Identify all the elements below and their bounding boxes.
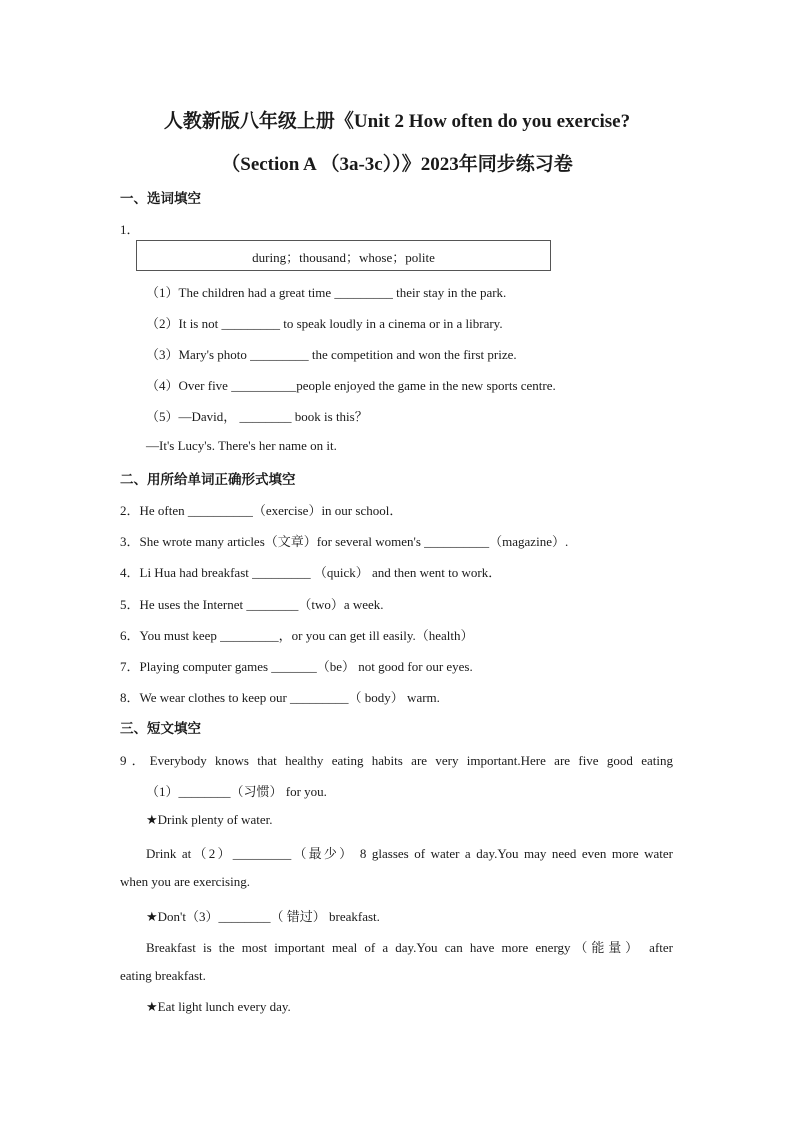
section-heading-1: 一、选词填空	[120, 191, 201, 206]
q1-item-4: （4）Over five __________people enjoyed the game in the new sports centre.	[146, 378, 556, 393]
q1-item-5: （5）—David， ________ book is this？	[146, 409, 368, 424]
question-6: 6．You must keep _________，or you can get ill easily.（health）	[120, 628, 474, 643]
q9-intro-line-1: 9．Everybody knows that healthy eating habits are very important.Here are five good eating	[120, 753, 673, 768]
page-title-line-2: （Section A （3a-3c））》2023年同步练习卷	[221, 154, 573, 175]
q9-paragraph-2-line-1: Breakfast is the most important meal of a day.You can have more energy（能量） after	[146, 940, 673, 955]
q1-item-5-answer: —It's Lucy's. There's her name on it.	[146, 438, 337, 453]
question-number-1: 1．	[120, 222, 140, 237]
q9-paragraph-1-line-1: Drink at（2）_________（最少） 8 glasses of water a day.You may need even more water	[146, 846, 673, 861]
question-4: 4．Li Hua had breakfast _________ （quick） and then went to work．	[120, 565, 502, 580]
question-5: 5．He uses the Internet ________（two）a week.	[120, 597, 384, 612]
q1-item-1: （1）The children had a great time _________ their stay in the park.	[146, 285, 507, 300]
q9-tip-3: ★Eat light lunch every day.	[146, 999, 291, 1014]
word-bank-box	[136, 240, 551, 271]
question-3: 3．She wrote many articles（文章）for several women's __________（magazine）.	[120, 534, 569, 549]
q9-intro-line-2: （1）________（习惯） for you.	[146, 784, 327, 799]
page-title-line-1: 人教新版八年级上册《Unit 2 How often do you exercise?	[163, 111, 631, 132]
q9-tip-2: ★Don't（3）________（ 错过） breakfast.	[146, 909, 380, 924]
section-heading-3: 三、短文填空	[120, 721, 201, 736]
q9-tip-1: ★Drink plenty of water.	[146, 812, 273, 827]
question-7: 7．Playing computer games _______（be） not good for our eyes.	[120, 659, 473, 674]
q9-paragraph-1-line-2: when you are exercising.	[120, 874, 250, 889]
question-8: 8．We wear clothes to keep our _________（ body） warm.	[120, 690, 440, 705]
section-heading-2: 二、用所给单词正确形式填空	[120, 472, 296, 487]
q1-item-2: （2）It is not _________ to speak loudly in a cinema or in a library.	[146, 316, 503, 331]
question-2: 2．He often __________（exercise）in our school．	[120, 503, 403, 518]
word-bank-text: during；thousand；whose；polite	[252, 250, 435, 265]
q9-paragraph-2-line-2: eating breakfast.	[120, 968, 206, 983]
q1-item-3: （3）Mary's photo _________ the competition and won the first prize.	[146, 347, 517, 362]
